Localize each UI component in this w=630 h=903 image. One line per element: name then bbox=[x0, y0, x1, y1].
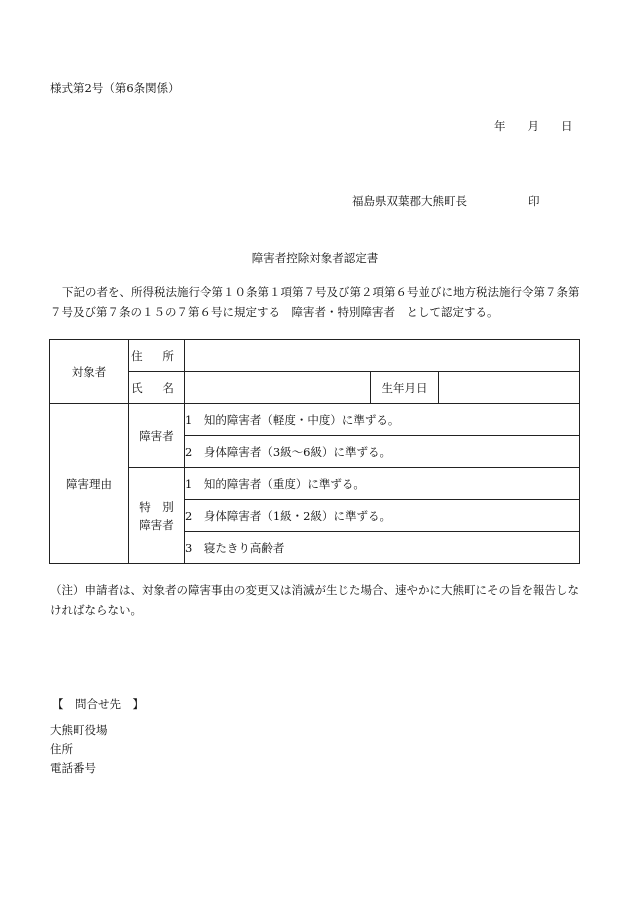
date-day-label: 日 bbox=[561, 119, 573, 133]
birthdate-value-field[interactable] bbox=[439, 372, 580, 404]
document-title: 障害者控除対象者認定書 bbox=[251, 251, 379, 265]
disabled-person-label: 障害者 bbox=[129, 404, 185, 468]
contact-office: 大熊町役場 bbox=[50, 723, 108, 737]
reason-label-cell: 障害理由 bbox=[50, 404, 129, 564]
date-line bbox=[494, 118, 573, 134]
issuer-name: 福島県双葉郡大熊町長 bbox=[352, 194, 467, 208]
certification-statement: 下記の者を、所得税法施行令第１０条第１項第７号及び第２項第６号並びに地方税法施行令第７条第７号及び第７条の１５の７第６号に規定する 障害者・特別障害者 として認定する。 bbox=[50, 285, 580, 319]
special-disabled-label bbox=[129, 468, 185, 564]
seal-label: 印 bbox=[528, 194, 540, 208]
date-year-label: 年 bbox=[494, 119, 506, 133]
contact-heading: 【 問合せ先 】 bbox=[52, 697, 144, 711]
special-label-line-1: 特 別 bbox=[139, 499, 174, 514]
subject-label-cell: 対象者 bbox=[50, 340, 129, 404]
reason-item-physical-3-6[interactable]: 2 身体障害者（3級～6級）に準ずる。 bbox=[185, 436, 580, 468]
address-label: 住 所 bbox=[129, 340, 185, 372]
contact-address-label: 住所 bbox=[50, 742, 73, 756]
form-number: 様式第2号（第6条関係） bbox=[50, 81, 180, 95]
reason-item-bedridden-elderly[interactable]: 3 寝たきり高齢者 bbox=[185, 532, 580, 564]
name-value-field[interactable] bbox=[185, 372, 371, 404]
note-text: （注）申請者は、対象者の障害事由の変更又は消滅が生じた場合、速やかに大熊町にその旨を報告しなければならない。 bbox=[50, 583, 579, 617]
reason-item-intellectual-mild[interactable]: 1 知的障害者（軽度・中度）に準ずる。 bbox=[185, 404, 580, 436]
address-value-field[interactable] bbox=[185, 340, 580, 372]
date-month-label: 月 bbox=[527, 119, 539, 133]
contact-phone-label: 電話番号 bbox=[50, 761, 96, 775]
birthdate-label: 生年月日 bbox=[371, 372, 439, 404]
name-label: 氏 名 bbox=[129, 372, 185, 404]
reason-item-physical-1-2[interactable]: 2 身体障害者（1級・2級）に準ずる。 bbox=[185, 500, 580, 532]
certification-table bbox=[49, 339, 580, 564]
reason-item-intellectual-severe[interactable]: 1 知的障害者（重度）に準ずる。 bbox=[185, 468, 580, 500]
special-label-line-2: 障害者 bbox=[139, 517, 174, 532]
